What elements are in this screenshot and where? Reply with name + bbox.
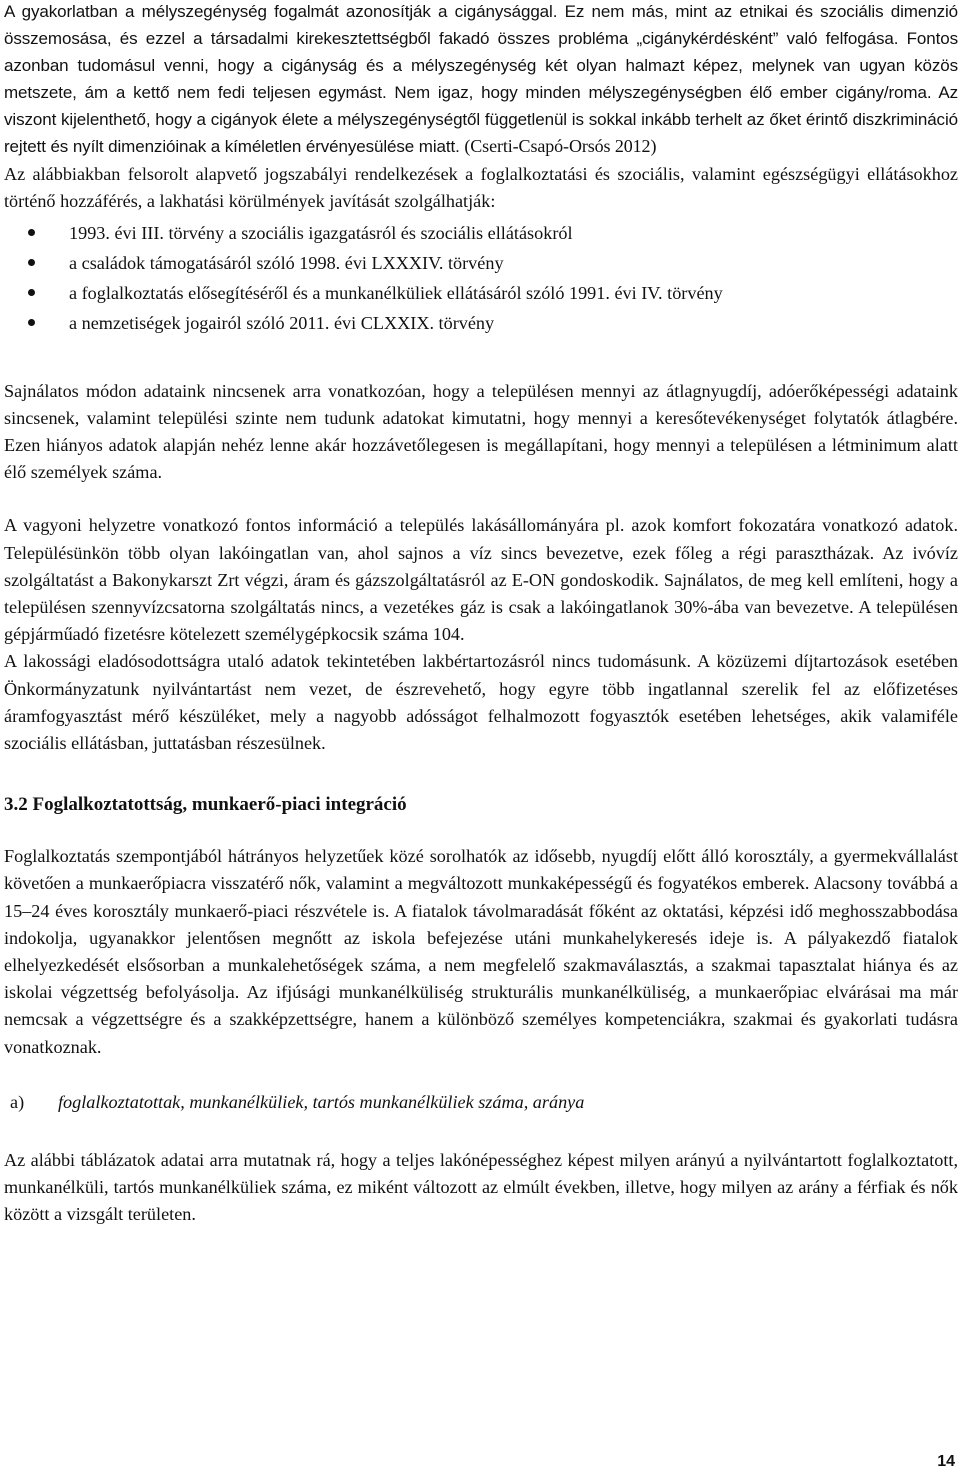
law-text: a nemzetiségek jogairól szóló 2011. évi CLXXIX. törvény <box>69 312 495 333</box>
law-text: 1993. évi III. törvény a szociális igazgatásról és szociális ellátásokról <box>69 222 573 243</box>
law-list <box>4 218 958 338</box>
subsection-heading <box>4 1089 958 1116</box>
legal-intro-paragraph: Az alábbiakban felsorolt alapvető jogszabályi rendelkezések a foglalkoztatási és szociális, valamint egészségügyi ellátásokhoz történő hozzáférés, a lakhatási körülmények javítását szolgálhatják: <box>4 164 958 212</box>
intro-citation: (Cserti-Csapó-Orsós 2012) <box>464 136 657 156</box>
subsection-marker: a) <box>10 1091 25 1112</box>
debt-paragraph: A lakossági eladósodottságra utaló adatok tekintetében lakbértartozásról nincs tudomásunk. A közüzemi díjtartozások esetében Önkormányzatunk nyilvántartást nem vezet, de észrevehető, hogy egyre több ingatlannal szerelik fel az előfizetéses áramfogyasztást mérő készüléket, mely a nagyobb adósságot felhalmozott fogyasztók esetében lehetséges, akik valamiféle szociális ellátásban, juttatásban részesülnek. <box>4 651 958 754</box>
bullet-icon <box>28 229 35 236</box>
bullet-icon <box>28 319 35 326</box>
employment-paragraph: Foglalkoztatás szempontjából hátrányos helyzetűek közé sorolhatók az idősebb, nyugdíj előtt álló korosztály, a gyermekvállalást követően a munkaerőpiacra visszatérő nők, valamint a megváltozott munkaképességű és fogyatékos emberek. Alacsony továbbá a 15–24 éves korosztály munkaerő-piaci részvétele is. A fiatalok távolmaradását főként az oktatási, képzési idő meghosszabbodása indokolja, ugyanakkor jelentősen megnőtt az iskola befejezése utáni munkahelykeresés ideje is. A pályakezdő fiatalok elhelyezkedését elsősorban a munkalehetőségek száma, a nem megfelelő szakmaválasztás, a szakmai tapasztalat hiánya és az iskolai végzettség befolyásolja. Az ifjúsági munkanélküliség strukturális munkanélküliség, a munkaerőpiac elvárásai ma már nemcsak a végzettségre és a szakképzettségre, hanem a különböző személyes kompetenciákra, szakmai és gyakorlati tudásra vonatkoznak. <box>4 846 958 1057</box>
tables-paragraph: Az alábbi táblázatok adatai arra mutatnak rá, hogy a teljes lakónépességhez képest milyen arányú a nyilvántartott foglalkoztatott, munkanélküli, tartós munkanélküliek száma, ez miként változott az elmúlt években, illetve, hogy milyen az arány a férfiak és nők között a vizsgált területen. <box>4 1149 958 1225</box>
list-item <box>4 278 958 308</box>
document-page <box>4 0 958 1228</box>
law-text: a foglalkoztatás elősegítéséről és a munkanélküliek ellátásáról szóló 1991. évi IV. törvény <box>69 282 723 303</box>
list-item <box>4 218 958 248</box>
intro-paragraph <box>4 0 958 160</box>
bullet-icon <box>28 259 35 266</box>
housing-paragraph: A vagyoni helyzetre vonatkozó fontos információ a település lakásállományára pl. azok komfort fokozatára vonatkozó adatok. Településünkön több olyan lakóingatlan van, ahol sajnos a víz sincs bevezetve, ezek főleg a régi parasztházak. Az ivóvíz szolgáltatást a Bakonykarszt Zrt végzi, áram és gázszolgáltatásról az E-ON gondoskodik. Sajnálatos, de meg kell említeni, hogy a településen szennyvízcsatorna szolgáltatás nincs, a vezetékes gáz is csak a lakóingatlanok 30%-ába van bevezetve. A településen gépjárműadó fizetésre kötelezett személygépkocsik száma 104. <box>4 515 958 645</box>
law-text: a családok támogatásáról szóló 1998. évi LXXXIV. törvény <box>69 252 504 273</box>
intro-text: A gyakorlatban a mélyszegénység fogalmát azonosítják a cigánysággal. Ez nem más, mint az etnikai és szociális dimenzió összemosása, és ezzel a társadalmi kirekesztettségből fakadó összes probléma „cigánykérdésként” való felfogása. Fontos azonban tudomásul venni, hogy a cigányság és a mélyszegénység két olyan halmazt képez, melynek van ugyan közös metszete, ám a kettő nem fedi teljesen egymást. Nem igaz, hogy minden mélyszegénységben élő ember cigány/roma. Az viszont kijelenthető, hogy a cigányok élete a mélyszegénységtől függetlenül is sokkal inkább terhelt az őket érintő diszkrimináció rejtett és nyílt dimenzióinak a kíméletlen érvényesülése miatt. <box>4 2 958 156</box>
list-item <box>4 308 958 338</box>
pension-paragraph: Sajnálatos módon adataink nincsenek arra vonatkozóan, hogy a településen mennyi az átlagnyugdíj, adóerőképességi adataink sincsenek, valamint települési szinte nem tudunk adatokat kimutatni, hogy mennyi a keresőtevékenységet folytatók átlagbére. Ezen hiányos adatok alapján nehéz lenne akár hozzávetőlegesen is megállapítani, hogy mennyi a településen a létminimum alatt élő személyek száma. <box>4 380 958 483</box>
bullet-icon <box>28 289 35 296</box>
page-number: 14 <box>937 1453 955 1470</box>
subsection-title: foglalkoztatottak, munkanélküliek, tartós munkanélküliek száma, aránya <box>58 1091 585 1112</box>
list-item <box>4 248 958 278</box>
section-heading: 3.2 Foglalkoztatottság, munkaerő-piaci integráció <box>4 794 407 816</box>
